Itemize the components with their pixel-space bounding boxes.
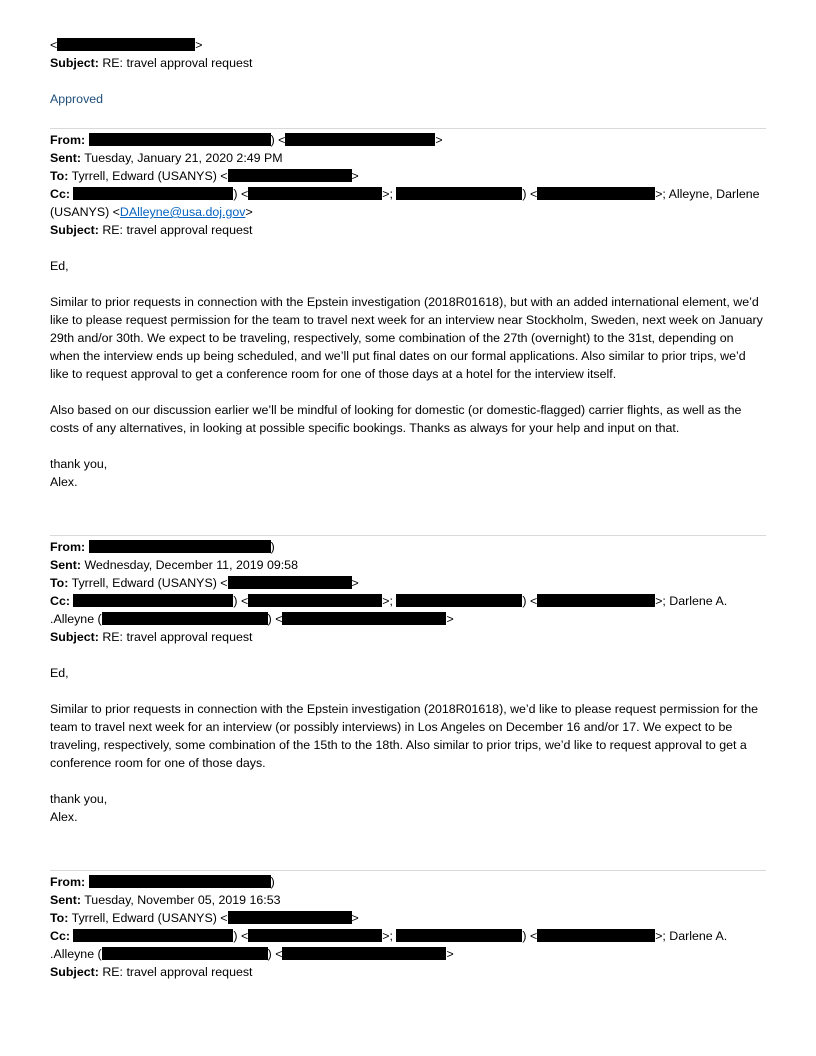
email3-sent-line [50, 891, 766, 909]
cc-end: > [245, 205, 253, 219]
email3-to-line [50, 909, 766, 927]
approved-text: Approved [50, 92, 104, 106]
subject-text: RE: travel approval request [102, 56, 253, 70]
email3-from-line [50, 873, 766, 891]
to-end: > [351, 576, 359, 590]
bracket: < [50, 38, 58, 52]
cc-sep: ) < [522, 187, 538, 201]
cc-recipient: >; Darlene A. [655, 929, 728, 943]
redaction-block [73, 929, 233, 942]
bracket: > [195, 38, 203, 52]
subject-label: Subject: [50, 56, 99, 70]
from-end: ) [270, 540, 275, 554]
email2-closing: thank you, [50, 792, 108, 806]
email1-from-line [50, 131, 766, 149]
cc-recipient-org: (USANYS) < [50, 205, 120, 219]
redaction-block [228, 576, 352, 589]
cc-sep: ) < [267, 947, 283, 961]
sent-label: Sent: [50, 558, 81, 572]
redaction-block [248, 929, 382, 942]
redaction-block [102, 612, 268, 625]
redaction-block [282, 947, 446, 960]
email2-cc-line2 [50, 610, 766, 628]
email1-greeting: Ed, [50, 259, 69, 273]
email2-cc-line [50, 592, 766, 610]
sent-date: Tuesday, November 05, 2019 16:53 [84, 893, 281, 907]
email2-sent-line [50, 556, 766, 574]
from-sep: ) < [270, 133, 286, 147]
email-link[interactable]: DAlleyne@usa.doj.gov [119, 205, 246, 219]
to-recipient: Tyrrell, Edward (USANYS) < [71, 911, 228, 925]
email2-paragraph-1: Similar to prior requests in connection with the Epstein investigation (2018R01618), we’d like to please request permission for the team to travel next week for an interview (or possibly interviews) in Los Angeles on December 16 and/or 17. We expect to be traveling, respectively, some combination of the 15th to the 18th. Also similar to prior trips, we’d like to request approval to get a conference room for one of those days. [50, 702, 759, 770]
cc-sep: ) < [267, 612, 283, 626]
to-recipient: Tyrrell, Edward (USANYS) < [71, 576, 228, 590]
sent-label: Sent: [50, 893, 81, 907]
redaction-block [57, 38, 195, 51]
email3-subject-line [50, 963, 766, 981]
email-document [50, 36, 766, 981]
sent-label: Sent: [50, 151, 81, 165]
email3-cc-line2 [50, 945, 766, 963]
cc-end: > [446, 947, 454, 961]
subject-text: RE: travel approval request [102, 630, 253, 644]
redaction-block [248, 187, 382, 200]
cc-sep: ) < [522, 929, 538, 943]
to-recipient: Tyrrell, Edward (USANYS) < [71, 169, 228, 183]
email1-paragraph-1: Similar to prior requests in connection with the Epstein investigation (2018R01618), but with an added international element, we’d like to please request permission for the team to travel next week for an interview near Stockholm, Sweden, next week on January 29th and/or 30th. We expect to be traveling, respectively, some combination of the 27th (overnight) to the 31st, depending on when the interview ends up being scheduled, and we’ll put final dates on our formal applications. Also similar to prior trips, we’d like to request approval to get a conference room for one of those days at a hotel for the interview itself. [50, 295, 763, 381]
from-label: From: [50, 540, 86, 554]
cc-label: Cc: [50, 594, 70, 608]
redaction-block [537, 594, 655, 607]
cc-sep: ) < [522, 594, 538, 608]
redaction-block [396, 594, 522, 607]
subject-text: RE: travel approval request [102, 223, 253, 237]
redaction-block [537, 187, 655, 200]
subject-label: Subject: [50, 223, 99, 237]
sent-date: Tuesday, January 21, 2020 2:49 PM [84, 151, 283, 165]
redaction-block [228, 911, 352, 924]
top-address-line [50, 36, 766, 54]
cc-sep: ) < [233, 187, 249, 201]
redaction-block [73, 187, 233, 200]
from-label: From: [50, 133, 86, 147]
to-label: To: [50, 169, 69, 183]
to-end: > [351, 169, 359, 183]
redaction-block [282, 612, 446, 625]
email1-closing: thank you, [50, 457, 108, 471]
email2-greeting: Ed, [50, 666, 69, 680]
cc-sep: >; [382, 187, 393, 201]
from-end: > [435, 133, 443, 147]
redaction-block [73, 594, 233, 607]
cc-sep: ) < [233, 594, 249, 608]
cc-sep: ) < [233, 929, 249, 943]
redaction-block [102, 947, 268, 960]
email1-paragraph-2: Also based on our discussion earlier we’ll be mindful of looking for domestic (or domestic-flagged) carrier flights, as well as the costs of any alternatives, in looking at possible specific bookings. Thanks as always for your help and input on that. [50, 403, 742, 435]
redaction-block [248, 594, 382, 607]
cc-recipient: >; Darlene A. [655, 594, 728, 608]
redaction-block [537, 929, 655, 942]
subject-text: RE: travel approval request [102, 965, 253, 979]
cc-sep: >; [382, 594, 393, 608]
email1-to-line [50, 167, 766, 185]
redaction-block [396, 929, 522, 942]
email2-signature: Alex. [50, 810, 78, 824]
cc-label: Cc: [50, 929, 70, 943]
email2-to-line [50, 574, 766, 592]
email1-sent-line [50, 149, 766, 167]
email1-signature: Alex. [50, 475, 78, 489]
cc-recipient: .Alleyne ( [50, 947, 102, 961]
redaction-block [89, 875, 271, 888]
email1-cc-line2 [50, 203, 766, 221]
cc-sep: >; [382, 929, 393, 943]
cc-end: > [446, 612, 454, 626]
email2-from-line [50, 538, 766, 556]
email3-cc-line [50, 927, 766, 945]
redaction-block [89, 133, 271, 146]
redaction-block [396, 187, 522, 200]
redaction-block [285, 133, 435, 146]
cc-recipient: >; Alleyne, Darlene [655, 187, 760, 201]
email1-subject-line [50, 221, 766, 239]
to-label: To: [50, 576, 69, 590]
from-label: From: [50, 875, 86, 889]
top-subject-line [50, 54, 766, 72]
to-label: To: [50, 911, 69, 925]
cc-recipient: .Alleyne ( [50, 612, 102, 626]
redaction-block [228, 169, 352, 182]
subject-label: Subject: [50, 965, 99, 979]
from-end: ) [270, 875, 275, 889]
sent-date: Wednesday, December 11, 2019 09:58 [84, 558, 298, 572]
redaction-block [89, 540, 271, 553]
subject-label: Subject: [50, 630, 99, 644]
to-end: > [351, 911, 359, 925]
email2-subject-line [50, 628, 766, 646]
email1-cc-line [50, 185, 766, 203]
cc-label: Cc: [50, 187, 70, 201]
